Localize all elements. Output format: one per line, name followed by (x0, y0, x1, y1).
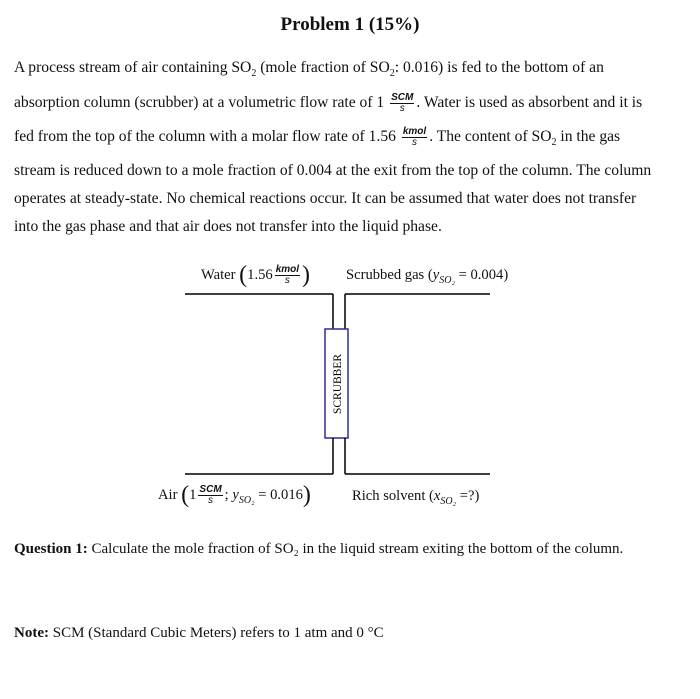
problem-title: Problem 1 (15%) (280, 14, 420, 35)
paragraph-line-6: into the gas phase and that air does not transfer into the liquid phase. (14, 218, 442, 235)
fraction-numerator: SCM (199, 484, 222, 495)
rich-label: Rich solvent (352, 488, 426, 504)
paragraph-line-4: stream is reduced down to a mole fraction of 0.004 at the exit from the top of the column. The column (14, 162, 652, 179)
air-label: Air (158, 486, 178, 503)
subscript: SO₂ (238, 494, 255, 506)
fraction-denominator: s (412, 137, 418, 148)
fraction-numerator: kmol (402, 126, 427, 137)
scrubbed-label: Scrubbed gas (346, 267, 425, 283)
question-1 (14, 541, 623, 558)
water-unit (275, 265, 300, 286)
text-run: absorption column (scrubber) at a volumetric flow rate of 1 (14, 94, 389, 112)
text-run: . Water is used as absorbent and it is (416, 94, 643, 112)
question-label: Question 1: (14, 541, 88, 557)
subscript: 2 (551, 137, 557, 149)
close-paren: ) (302, 262, 311, 288)
fraction-denominator: s (208, 495, 214, 506)
air-value: 1 (189, 486, 197, 503)
text-run: A process stream of air containing SO (14, 59, 252, 76)
water-stream-label (201, 262, 310, 289)
fraction-numerator: kmol (275, 264, 300, 275)
open-paren: ( (239, 262, 248, 288)
rich-value: =? (459, 488, 475, 504)
note-label: Note: (14, 625, 49, 641)
fraction-denominator: s (399, 103, 405, 114)
air-stream-label: Air (1 $\frac{\text{SCM}}{s}$ ; $y_{SO_2} = 0.016$) (158, 482, 311, 508)
question-text: Calculate the mole fraction of SO₂ in the liquid stream exiting the bottom of the column. (87, 541, 624, 557)
fraction-denominator: s (284, 275, 290, 286)
subscript: SO₂ (440, 495, 457, 507)
scrubber-label: SCRUBBER (332, 353, 344, 415)
subscript: 2 (251, 68, 257, 80)
fraction-numerator: SCM (391, 92, 414, 103)
note (14, 625, 384, 642)
variable: y (232, 486, 239, 503)
open-paren: ( (181, 482, 190, 508)
subscript: SO₂ (439, 274, 455, 286)
water-value: 1.56 (247, 266, 273, 283)
variable: x (433, 488, 441, 504)
close-paren: ) (302, 482, 311, 508)
note-text: SCM (Standard Cubic Meters) refers to 1 atm and 0 °C (48, 625, 384, 641)
scrubbed-gas-label: Scrubbed gas $(y_{SO_2} = 0.004)$ (346, 267, 509, 286)
water-label: Water (201, 266, 236, 283)
subscript: 2 (389, 68, 395, 80)
rich-solvent-label: Rich solvent ($x_{SO_2}$ =?) (352, 488, 480, 507)
air-fraction-value: = 0.016 (258, 486, 303, 503)
paragraph-line-5: operates at steady-state. No chemical reactions occur. It can be assumed that water does not transfer (14, 190, 637, 207)
text-run: fed from the top of the column with a molar flow rate of 1.56 (14, 128, 400, 146)
air-unit (198, 485, 222, 506)
text-run: in the gas (556, 128, 621, 146)
text-run: : 0.016) is fed to the bottom of an (394, 59, 604, 76)
text-run: . The content of SO (429, 128, 552, 146)
scrubbed-value: = 0.004 (458, 267, 504, 283)
text-run: (mole fraction of SO (256, 59, 390, 76)
variable: y (432, 267, 440, 283)
